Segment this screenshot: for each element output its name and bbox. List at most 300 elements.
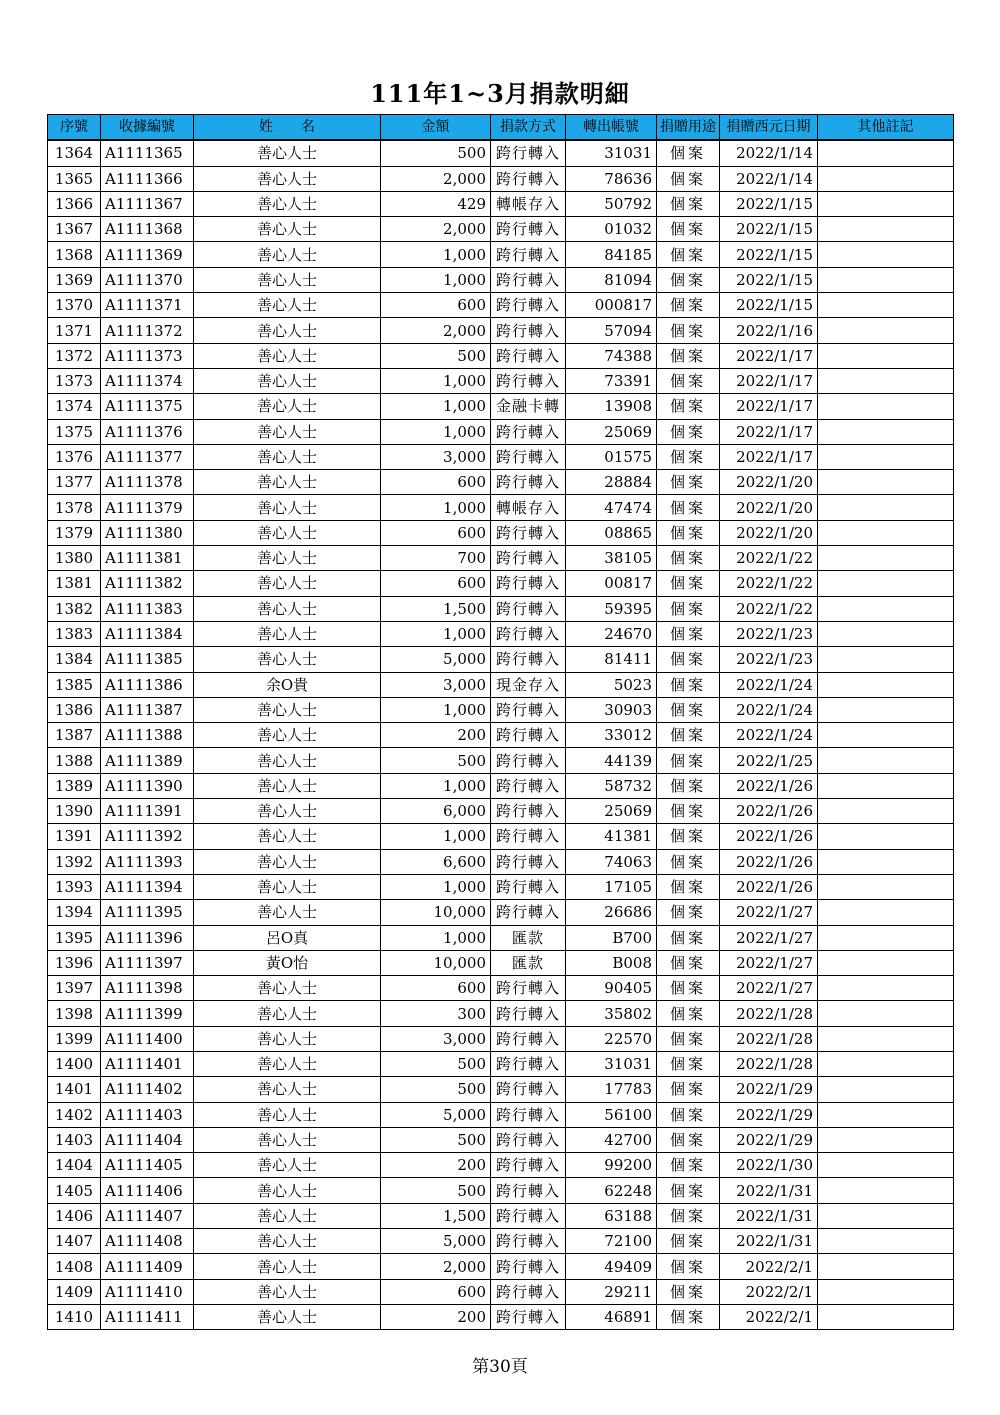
cell-notes bbox=[818, 950, 954, 975]
page-number: 第30頁 bbox=[472, 1357, 528, 1377]
cell-account: 50792 bbox=[566, 191, 657, 216]
cell-notes bbox=[818, 1153, 954, 1178]
cell-donor-name: 善心人士 bbox=[194, 1279, 381, 1304]
cell-method: 跨行轉入 bbox=[491, 976, 566, 1001]
cell-account: 25069 bbox=[566, 799, 657, 824]
cell-serial: 1390 bbox=[48, 799, 101, 824]
cell-purpose: 個案 bbox=[657, 874, 720, 899]
cell-account: 24670 bbox=[566, 621, 657, 646]
cell-donor-name: 善心人士 bbox=[194, 217, 381, 242]
cell-donor-name: 善心人士 bbox=[194, 368, 381, 393]
table-row bbox=[48, 267, 954, 292]
cell-receipt-no: A1111397 bbox=[101, 950, 194, 975]
cell-notes bbox=[818, 1051, 954, 1076]
cell-notes bbox=[818, 799, 954, 824]
cell-amount: 500 bbox=[381, 1051, 491, 1076]
cell-purpose: 個案 bbox=[657, 267, 720, 292]
cell-receipt-no: A1111393 bbox=[101, 849, 194, 874]
cell-account: 46891 bbox=[566, 1304, 657, 1329]
table-row bbox=[48, 1229, 954, 1254]
cell-method: 金融卡轉 bbox=[491, 394, 566, 419]
cell-notes bbox=[818, 470, 954, 495]
cell-purpose: 個案 bbox=[657, 419, 720, 444]
cell-receipt-no: A1111375 bbox=[101, 394, 194, 419]
cell-amount: 1,000 bbox=[381, 621, 491, 646]
cell-amount: 1,000 bbox=[381, 242, 491, 267]
cell-purpose: 個案 bbox=[657, 1051, 720, 1076]
cell-date: 2022/1/22 bbox=[720, 546, 818, 571]
table-row bbox=[48, 1102, 954, 1127]
cell-donor-name: 善心人士 bbox=[194, 849, 381, 874]
cell-amount: 600 bbox=[381, 571, 491, 596]
cell-receipt-no: A1111396 bbox=[101, 925, 194, 950]
cell-account: 13908 bbox=[566, 394, 657, 419]
cell-account: 08865 bbox=[566, 520, 657, 545]
table-row bbox=[48, 1254, 954, 1279]
cell-receipt-no: A1111366 bbox=[101, 166, 194, 191]
cell-donor-name: 善心人士 bbox=[194, 723, 381, 748]
cell-amount: 600 bbox=[381, 520, 491, 545]
cell-receipt-no: A1111390 bbox=[101, 773, 194, 798]
cell-method: 跨行轉入 bbox=[491, 723, 566, 748]
cell-date: 2022/1/24 bbox=[720, 723, 818, 748]
cell-account: 62248 bbox=[566, 1178, 657, 1203]
cell-date: 2022/1/24 bbox=[720, 672, 818, 697]
cell-purpose: 個案 bbox=[657, 824, 720, 849]
cell-donor-name: 善心人士 bbox=[194, 1229, 381, 1254]
cell-method: 跨行轉入 bbox=[491, 470, 566, 495]
cell-donor-name: 善心人士 bbox=[194, 520, 381, 545]
cell-method: 跨行轉入 bbox=[491, 849, 566, 874]
cell-amount: 500 bbox=[381, 343, 491, 368]
cell-notes bbox=[818, 242, 954, 267]
cell-account: 73391 bbox=[566, 368, 657, 393]
cell-notes bbox=[818, 874, 954, 899]
cell-notes bbox=[818, 900, 954, 925]
cell-receipt-no: A1111401 bbox=[101, 1051, 194, 1076]
cell-receipt-no: A1111404 bbox=[101, 1127, 194, 1152]
cell-account: 00817 bbox=[566, 571, 657, 596]
cell-amount: 200 bbox=[381, 723, 491, 748]
cell-donor-name: 善心人士 bbox=[194, 495, 381, 520]
cell-donor-name: 呂O真 bbox=[194, 925, 381, 950]
cell-method: 跨行轉入 bbox=[491, 267, 566, 292]
cell-method: 跨行轉入 bbox=[491, 293, 566, 318]
cell-account: B700 bbox=[566, 925, 657, 950]
cell-method: 跨行轉入 bbox=[491, 571, 566, 596]
cell-amount: 300 bbox=[381, 1001, 491, 1026]
cell-date: 2022/1/26 bbox=[720, 874, 818, 899]
cell-serial: 1378 bbox=[48, 495, 101, 520]
cell-donor-name: 黃O怡 bbox=[194, 950, 381, 975]
cell-donor-name: 善心人士 bbox=[194, 799, 381, 824]
header-amount: 金額 bbox=[381, 115, 491, 141]
cell-date: 2022/1/26 bbox=[720, 799, 818, 824]
header-method: 捐款方式 bbox=[491, 115, 566, 141]
cell-method: 跨行轉入 bbox=[491, 1077, 566, 1102]
table-row bbox=[48, 1279, 954, 1304]
cell-purpose: 個案 bbox=[657, 191, 720, 216]
cell-purpose: 個案 bbox=[657, 444, 720, 469]
cell-serial: 1368 bbox=[48, 242, 101, 267]
cell-notes bbox=[818, 520, 954, 545]
cell-purpose: 個案 bbox=[657, 697, 720, 722]
cell-method: 跨行轉入 bbox=[491, 217, 566, 242]
cell-date: 2022/1/15 bbox=[720, 191, 818, 216]
cell-notes bbox=[818, 976, 954, 1001]
cell-receipt-no: A1111411 bbox=[101, 1304, 194, 1329]
cell-method: 跨行轉入 bbox=[491, 368, 566, 393]
cell-date: 2022/1/27 bbox=[720, 900, 818, 925]
cell-amount: 3,000 bbox=[381, 1026, 491, 1051]
cell-date: 2022/1/26 bbox=[720, 849, 818, 874]
table-row bbox=[48, 343, 954, 368]
cell-date: 2022/1/22 bbox=[720, 596, 818, 621]
header-date: 捐贈西元日期 bbox=[720, 115, 818, 141]
cell-serial: 1394 bbox=[48, 900, 101, 925]
table-row bbox=[48, 1203, 954, 1228]
cell-account: 78636 bbox=[566, 166, 657, 191]
cell-serial: 1392 bbox=[48, 849, 101, 874]
cell-receipt-no: A1111410 bbox=[101, 1279, 194, 1304]
cell-notes bbox=[818, 824, 954, 849]
cell-serial: 1395 bbox=[48, 925, 101, 950]
cell-notes bbox=[818, 1279, 954, 1304]
cell-account: 59395 bbox=[566, 596, 657, 621]
cell-serial: 1381 bbox=[48, 571, 101, 596]
table-row bbox=[48, 1153, 954, 1178]
cell-amount: 1,000 bbox=[381, 697, 491, 722]
table-row bbox=[48, 950, 954, 975]
table-row bbox=[48, 874, 954, 899]
cell-donor-name: 善心人士 bbox=[194, 1304, 381, 1329]
table-row bbox=[48, 242, 954, 267]
cell-donor-name: 善心人士 bbox=[194, 1001, 381, 1026]
table-row bbox=[48, 546, 954, 571]
table-header-row bbox=[48, 115, 954, 141]
cell-receipt-no: A1111408 bbox=[101, 1229, 194, 1254]
cell-donor-name: 善心人士 bbox=[194, 1026, 381, 1051]
cell-purpose: 個案 bbox=[657, 368, 720, 393]
table-row bbox=[48, 140, 954, 166]
cell-donor-name: 善心人士 bbox=[194, 621, 381, 646]
cell-donor-name: 善心人士 bbox=[194, 1127, 381, 1152]
cell-donor-name: 善心人士 bbox=[194, 748, 381, 773]
cell-amount: 500 bbox=[381, 1178, 491, 1203]
cell-date: 2022/2/1 bbox=[720, 1254, 818, 1279]
cell-serial: 1396 bbox=[48, 950, 101, 975]
cell-method: 跨行轉入 bbox=[491, 546, 566, 571]
table-row bbox=[48, 166, 954, 191]
cell-method: 跨行轉入 bbox=[491, 520, 566, 545]
cell-donor-name: 善心人士 bbox=[194, 318, 381, 343]
table-row bbox=[48, 925, 954, 950]
table-body bbox=[48, 140, 954, 1329]
cell-purpose: 個案 bbox=[657, 520, 720, 545]
cell-serial: 1366 bbox=[48, 191, 101, 216]
cell-notes bbox=[818, 318, 954, 343]
cell-notes bbox=[818, 166, 954, 191]
cell-purpose: 個案 bbox=[657, 1026, 720, 1051]
cell-serial: 1400 bbox=[48, 1051, 101, 1076]
cell-date: 2022/2/1 bbox=[720, 1304, 818, 1329]
cell-receipt-no: A1111387 bbox=[101, 697, 194, 722]
cell-serial: 1364 bbox=[48, 140, 101, 166]
cell-donor-name: 善心人士 bbox=[194, 343, 381, 368]
header-notes: 其他註記 bbox=[818, 115, 954, 141]
cell-amount: 1,500 bbox=[381, 1203, 491, 1228]
cell-serial: 1408 bbox=[48, 1254, 101, 1279]
cell-date: 2022/1/22 bbox=[720, 571, 818, 596]
cell-date: 2022/1/27 bbox=[720, 950, 818, 975]
cell-purpose: 個案 bbox=[657, 394, 720, 419]
table-row bbox=[48, 824, 954, 849]
cell-purpose: 個案 bbox=[657, 140, 720, 166]
cell-notes bbox=[818, 723, 954, 748]
cell-receipt-no: A1111388 bbox=[101, 723, 194, 748]
cell-notes bbox=[818, 546, 954, 571]
cell-receipt-no: A1111407 bbox=[101, 1203, 194, 1228]
cell-method: 跨行轉入 bbox=[491, 621, 566, 646]
cell-serial: 1403 bbox=[48, 1127, 101, 1152]
cell-account: 17105 bbox=[566, 874, 657, 899]
cell-notes bbox=[818, 1254, 954, 1279]
cell-date: 2022/1/27 bbox=[720, 976, 818, 1001]
cell-date: 2022/1/14 bbox=[720, 166, 818, 191]
cell-purpose: 個案 bbox=[657, 242, 720, 267]
cell-donor-name: 善心人士 bbox=[194, 242, 381, 267]
cell-donor-name: 善心人士 bbox=[194, 900, 381, 925]
cell-method: 跨行轉入 bbox=[491, 140, 566, 166]
cell-date: 2022/1/23 bbox=[720, 647, 818, 672]
cell-account: 31031 bbox=[566, 1051, 657, 1076]
cell-method: 跨行轉入 bbox=[491, 697, 566, 722]
cell-amount: 500 bbox=[381, 748, 491, 773]
cell-method: 跨行轉入 bbox=[491, 1178, 566, 1203]
cell-method: 跨行轉入 bbox=[491, 1001, 566, 1026]
cell-amount: 1,000 bbox=[381, 824, 491, 849]
cell-account: 30903 bbox=[566, 697, 657, 722]
cell-purpose: 個案 bbox=[657, 799, 720, 824]
cell-donor-name: 余O貴 bbox=[194, 672, 381, 697]
cell-amount: 5,000 bbox=[381, 647, 491, 672]
cell-account: 47474 bbox=[566, 495, 657, 520]
cell-serial: 1401 bbox=[48, 1077, 101, 1102]
cell-donor-name: 善心人士 bbox=[194, 1254, 381, 1279]
cell-amount: 1,500 bbox=[381, 596, 491, 621]
cell-notes bbox=[818, 1026, 954, 1051]
cell-notes bbox=[818, 1229, 954, 1254]
cell-purpose: 個案 bbox=[657, 1203, 720, 1228]
cell-purpose: 個案 bbox=[657, 748, 720, 773]
cell-date: 2022/1/17 bbox=[720, 394, 818, 419]
cell-amount: 1,000 bbox=[381, 925, 491, 950]
cell-method: 跨行轉入 bbox=[491, 1051, 566, 1076]
table-row bbox=[48, 1127, 954, 1152]
cell-date: 2022/1/29 bbox=[720, 1102, 818, 1127]
cell-account: 81094 bbox=[566, 267, 657, 292]
cell-purpose: 個案 bbox=[657, 1279, 720, 1304]
table-row bbox=[48, 1051, 954, 1076]
cell-purpose: 個案 bbox=[657, 495, 720, 520]
cell-purpose: 個案 bbox=[657, 723, 720, 748]
cell-receipt-no: A1111368 bbox=[101, 217, 194, 242]
cell-account: 72100 bbox=[566, 1229, 657, 1254]
cell-method: 跨行轉入 bbox=[491, 1102, 566, 1127]
cell-serial: 1391 bbox=[48, 824, 101, 849]
cell-receipt-no: A1111371 bbox=[101, 293, 194, 318]
cell-receipt-no: A1111391 bbox=[101, 799, 194, 824]
table-row bbox=[48, 723, 954, 748]
cell-notes bbox=[818, 925, 954, 950]
table-row bbox=[48, 976, 954, 1001]
cell-date: 2022/1/14 bbox=[720, 140, 818, 166]
cell-serial: 1367 bbox=[48, 217, 101, 242]
cell-date: 2022/1/15 bbox=[720, 293, 818, 318]
cell-receipt-no: A1111367 bbox=[101, 191, 194, 216]
cell-purpose: 個案 bbox=[657, 849, 720, 874]
cell-purpose: 個案 bbox=[657, 318, 720, 343]
cell-notes bbox=[818, 773, 954, 798]
cell-purpose: 個案 bbox=[657, 773, 720, 798]
cell-amount: 6,000 bbox=[381, 799, 491, 824]
cell-date: 2022/1/27 bbox=[720, 925, 818, 950]
table-row bbox=[48, 849, 954, 874]
cell-purpose: 個案 bbox=[657, 621, 720, 646]
cell-account: 000817 bbox=[566, 293, 657, 318]
cell-method: 跨行轉入 bbox=[491, 1229, 566, 1254]
cell-date: 2022/1/20 bbox=[720, 495, 818, 520]
cell-serial: 1404 bbox=[48, 1153, 101, 1178]
cell-receipt-no: A1111398 bbox=[101, 976, 194, 1001]
cell-serial: 1379 bbox=[48, 520, 101, 545]
cell-notes bbox=[818, 621, 954, 646]
cell-purpose: 個案 bbox=[657, 343, 720, 368]
header-purpose: 捐贈用途 bbox=[657, 115, 720, 141]
cell-serial: 1389 bbox=[48, 773, 101, 798]
header-serial: 序號 bbox=[48, 115, 101, 141]
cell-date: 2022/1/28 bbox=[720, 1026, 818, 1051]
cell-amount: 1,000 bbox=[381, 394, 491, 419]
cell-receipt-no: A1111370 bbox=[101, 267, 194, 292]
cell-method: 跨行轉入 bbox=[491, 799, 566, 824]
cell-method: 跨行轉入 bbox=[491, 1279, 566, 1304]
table-row bbox=[48, 697, 954, 722]
cell-amount: 3,000 bbox=[381, 672, 491, 697]
cell-donor-name: 善心人士 bbox=[194, 293, 381, 318]
cell-account: 58732 bbox=[566, 773, 657, 798]
cell-date: 2022/1/26 bbox=[720, 773, 818, 798]
cell-serial: 1369 bbox=[48, 267, 101, 292]
cell-purpose: 個案 bbox=[657, 1178, 720, 1203]
cell-account: 74388 bbox=[566, 343, 657, 368]
cell-donor-name: 善心人士 bbox=[194, 470, 381, 495]
cell-serial: 1405 bbox=[48, 1178, 101, 1203]
cell-notes bbox=[818, 697, 954, 722]
cell-amount: 1,000 bbox=[381, 495, 491, 520]
cell-amount: 3,000 bbox=[381, 444, 491, 469]
cell-serial: 1388 bbox=[48, 748, 101, 773]
cell-serial: 1377 bbox=[48, 470, 101, 495]
cell-date: 2022/1/16 bbox=[720, 318, 818, 343]
cell-amount: 600 bbox=[381, 470, 491, 495]
cell-purpose: 個案 bbox=[657, 950, 720, 975]
cell-method: 跨行轉入 bbox=[491, 242, 566, 267]
cell-donor-name: 善心人士 bbox=[194, 1153, 381, 1178]
cell-notes bbox=[818, 419, 954, 444]
cell-amount: 1,000 bbox=[381, 267, 491, 292]
cell-account: 26686 bbox=[566, 900, 657, 925]
cell-notes bbox=[818, 217, 954, 242]
cell-account: 63188 bbox=[566, 1203, 657, 1228]
cell-purpose: 個案 bbox=[657, 647, 720, 672]
cell-method: 跨行轉入 bbox=[491, 343, 566, 368]
header-account: 轉出帳號 bbox=[566, 115, 657, 141]
table-row bbox=[48, 748, 954, 773]
cell-receipt-no: A1111384 bbox=[101, 621, 194, 646]
cell-account: 49409 bbox=[566, 1254, 657, 1279]
table-row bbox=[48, 495, 954, 520]
cell-serial: 1410 bbox=[48, 1304, 101, 1329]
cell-receipt-no: A1111380 bbox=[101, 520, 194, 545]
cell-amount: 200 bbox=[381, 1153, 491, 1178]
cell-method: 跨行轉入 bbox=[491, 444, 566, 469]
cell-notes bbox=[818, 647, 954, 672]
cell-serial: 1399 bbox=[48, 1026, 101, 1051]
cell-date: 2022/2/1 bbox=[720, 1279, 818, 1304]
cell-notes bbox=[818, 343, 954, 368]
cell-date: 2022/1/17 bbox=[720, 343, 818, 368]
cell-amount: 500 bbox=[381, 1127, 491, 1152]
cell-receipt-no: A1111409 bbox=[101, 1254, 194, 1279]
cell-donor-name: 善心人士 bbox=[194, 773, 381, 798]
cell-serial: 1398 bbox=[48, 1001, 101, 1026]
cell-account: 81411 bbox=[566, 647, 657, 672]
cell-amount: 2,000 bbox=[381, 166, 491, 191]
cell-method: 跨行轉入 bbox=[491, 748, 566, 773]
table-row bbox=[48, 444, 954, 469]
cell-amount: 5,000 bbox=[381, 1229, 491, 1254]
cell-donor-name: 善心人士 bbox=[194, 571, 381, 596]
cell-donor-name: 善心人士 bbox=[194, 166, 381, 191]
cell-amount: 700 bbox=[381, 546, 491, 571]
cell-notes bbox=[818, 1001, 954, 1026]
cell-notes bbox=[818, 444, 954, 469]
cell-amount: 600 bbox=[381, 976, 491, 1001]
cell-receipt-no: A1111399 bbox=[101, 1001, 194, 1026]
cell-date: 2022/1/23 bbox=[720, 621, 818, 646]
cell-serial: 1383 bbox=[48, 621, 101, 646]
cell-donor-name: 善心人士 bbox=[194, 1178, 381, 1203]
cell-donor-name: 善心人士 bbox=[194, 394, 381, 419]
cell-date: 2022/1/31 bbox=[720, 1178, 818, 1203]
cell-method: 跨行轉入 bbox=[491, 874, 566, 899]
cell-notes bbox=[818, 1077, 954, 1102]
table-row bbox=[48, 799, 954, 824]
cell-donor-name: 善心人士 bbox=[194, 1077, 381, 1102]
page-title: 111年1~3月捐款明細 bbox=[370, 79, 630, 108]
cell-receipt-no: A1111405 bbox=[101, 1153, 194, 1178]
cell-receipt-no: A1111386 bbox=[101, 672, 194, 697]
cell-account: 99200 bbox=[566, 1153, 657, 1178]
cell-receipt-no: A1111378 bbox=[101, 470, 194, 495]
cell-date: 2022/1/20 bbox=[720, 470, 818, 495]
table-row bbox=[48, 293, 954, 318]
cell-method: 匯款 bbox=[491, 950, 566, 975]
cell-date: 2022/1/29 bbox=[720, 1077, 818, 1102]
cell-method: 跨行轉入 bbox=[491, 166, 566, 191]
cell-serial: 1375 bbox=[48, 419, 101, 444]
